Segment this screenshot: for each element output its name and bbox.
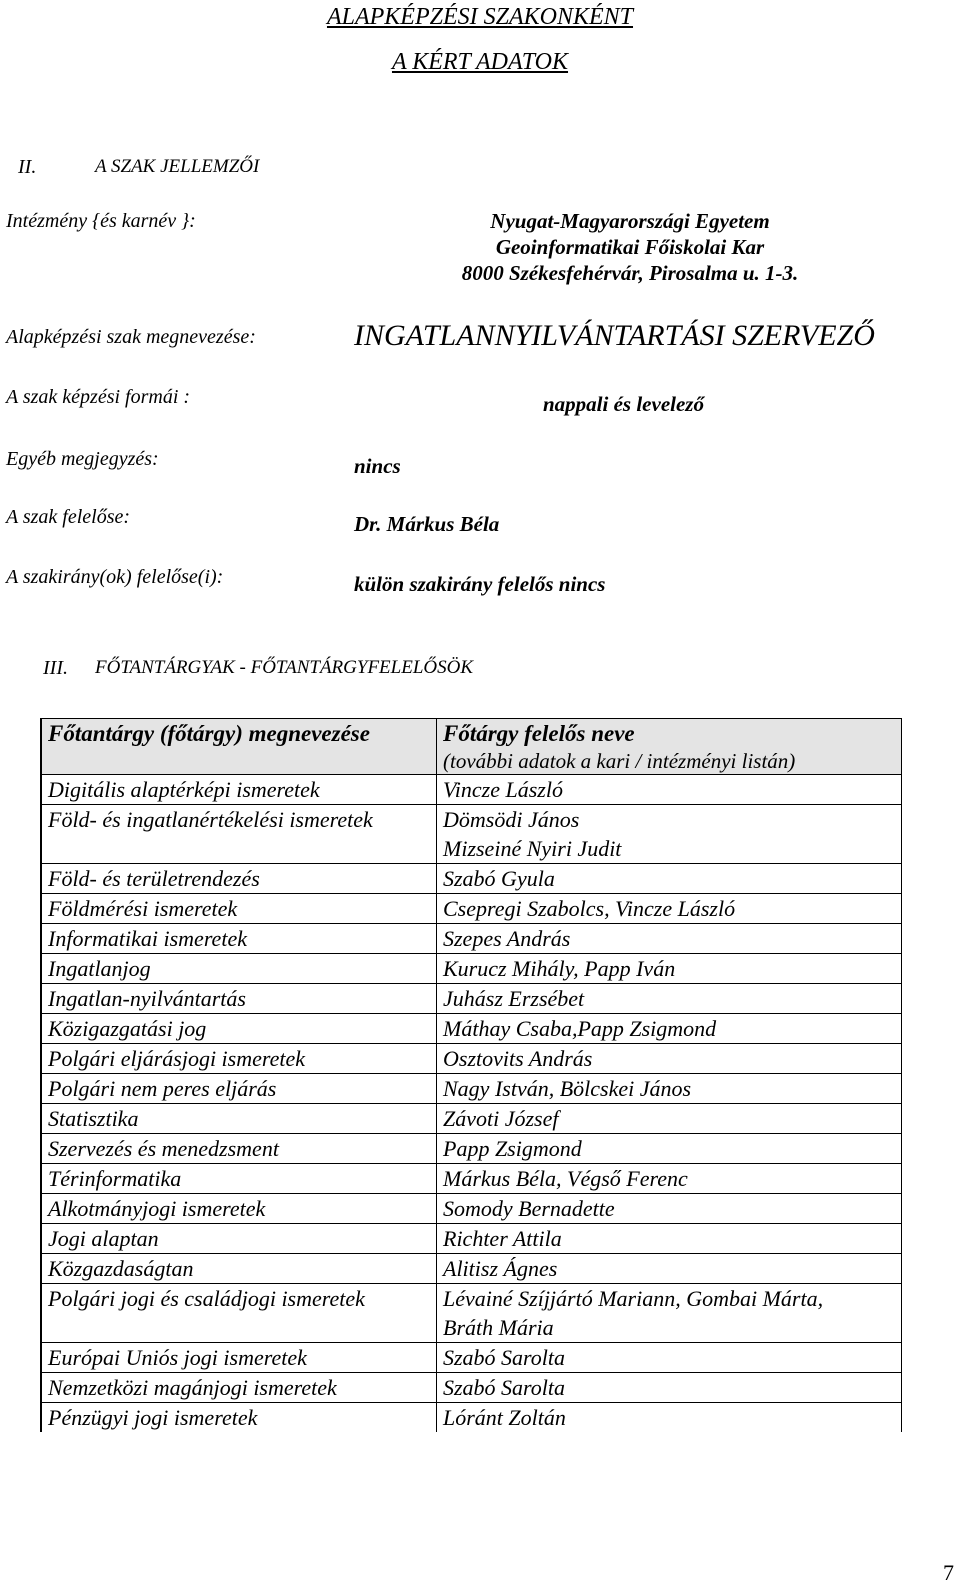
responsible-cell: Alitisz Ágnes	[437, 1254, 902, 1284]
institution-label: Intézmény {és karnév }:	[6, 210, 196, 232]
subject-cell: Nemzetközi magánjogi ismeretek	[41, 1373, 437, 1403]
notes-value: nincs	[354, 454, 401, 478]
table-row	[41, 1044, 902, 1074]
subject-cell: Szervezés és menedzsment	[41, 1134, 437, 1164]
responsible-cell: Závoti József	[437, 1104, 902, 1134]
table-row	[41, 775, 902, 805]
section3-heading: FŐTANTÁRGYAK - FŐTANTÁRGYFELELŐSÖK	[95, 657, 474, 678]
responsible-cell: Lóránt Zoltán	[437, 1403, 902, 1433]
table-row	[41, 1164, 902, 1194]
subject-cell: Földmérési ismeretek	[41, 894, 437, 924]
col2-subheader: (további adatok a kari / intézményi listán)	[443, 749, 796, 773]
forms-label: A szak képzési formái :	[6, 386, 191, 408]
table-row	[41, 1134, 902, 1164]
responsible-cell: Máthay Csaba,Papp Zsigmond	[437, 1014, 902, 1044]
subject-cell: Jogi alaptan	[41, 1224, 437, 1254]
subject-cell: Polgári jogi és családjogi ismeretek	[41, 1284, 437, 1343]
col1-header: Főtantárgy (főtárgy) megnevezése	[41, 719, 437, 775]
subject-cell: Statisztika	[41, 1104, 437, 1134]
institution-line2: Geoinformatikai Főiskolai Kar	[495, 235, 765, 259]
section2-heading: A SZAK JELLEMZŐI	[95, 156, 260, 177]
responsible-label: A szak felelőse:	[6, 506, 131, 528]
section2-number: II.	[18, 156, 37, 178]
responsible-cell: Márkus Béla, Végső Ferenc	[437, 1164, 902, 1194]
subject-cell: Közgazdaságtan	[41, 1254, 437, 1284]
table-row	[41, 894, 902, 924]
table-row	[41, 984, 902, 1014]
responsible-cell: Dömsödi János Mizseiné Nyiri Judit	[437, 805, 902, 864]
specialization-value: külön szakirány felelős nincs	[354, 572, 606, 596]
responsible-cell: Juhász Erzsébet	[437, 984, 902, 1014]
institution-line3: 8000 Székesfehérvár, Pirosalma u. 1-3.	[461, 261, 799, 285]
page-title-line1: ALAPKÉPZÉSI SZAKONKÉNT	[326, 4, 634, 30]
program-name-value: INGATLANNYILVÁNTARTÁSI SZERVEZŐ	[354, 319, 875, 352]
subject-cell: Informatikai ismeretek	[41, 924, 437, 954]
responsible-cell: Vincze László	[437, 775, 902, 805]
responsible-cell: Papp Zsigmond	[437, 1134, 902, 1164]
subject-cell: Ingatlanjog	[41, 954, 437, 984]
table-row	[41, 1194, 902, 1224]
table-row	[41, 1284, 902, 1343]
table-row	[41, 1224, 902, 1254]
table-row	[41, 1254, 902, 1284]
col2-header-cell	[437, 719, 902, 775]
responsible-value: Dr. Márkus Béla	[354, 512, 500, 536]
responsible-cell: Richter Attila	[437, 1224, 902, 1254]
subject-cell: Pénzügyi jogi ismeretek	[41, 1403, 437, 1433]
specialization-label: A szakirány(ok) felelőse(i):	[6, 566, 224, 588]
subject-cell: Polgári eljárásjogi ismeretek	[41, 1044, 437, 1074]
subjects-table	[40, 718, 902, 1432]
subject-cell: Föld- és ingatlanértékelési ismeretek	[41, 805, 437, 864]
subject-cell: Európai Uniós jogi ismeretek	[41, 1343, 437, 1373]
section3-number: III.	[43, 657, 68, 679]
subject-cell: Polgári nem peres eljárás	[41, 1074, 437, 1104]
table-row	[41, 924, 902, 954]
table-row	[41, 1343, 902, 1373]
table-row	[41, 1104, 902, 1134]
table-row	[41, 954, 902, 984]
subject-cell: Közigazgatási jog	[41, 1014, 437, 1044]
table-row	[41, 1074, 902, 1104]
responsible-cell: Somody Bernadette	[437, 1194, 902, 1224]
page-number: 7	[943, 1560, 954, 1585]
responsible-cell: Szabó Sarolta	[437, 1373, 902, 1403]
responsible-cell: Nagy István, Bölcskei János	[437, 1074, 902, 1104]
table-row	[41, 1373, 902, 1403]
institution-block	[400, 208, 860, 286]
subject-cell: Térinformatika	[41, 1164, 437, 1194]
table-row	[41, 1014, 902, 1044]
responsible-cell: Szepes András	[437, 924, 902, 954]
table-header-row	[41, 719, 902, 775]
subject-cell: Föld- és területrendezés	[41, 864, 437, 894]
forms-value: nappali és levelező	[543, 392, 704, 416]
responsible-cell: Csepregi Szabolcs, Vincze László	[437, 894, 902, 924]
institution-line1: Nyugat-Magyarországi Egyetem	[490, 209, 770, 233]
program-name-label: Alapképzési szak megnevezése:	[6, 326, 256, 348]
table-row	[41, 864, 902, 894]
responsible-cell: Osztovits András	[437, 1044, 902, 1074]
subject-cell: Ingatlan-nyilvántartás	[41, 984, 437, 1014]
responsible-cell: Lévainé Szíjjártó Mariann, Gombai Márta, Bráth Mária	[437, 1284, 902, 1343]
notes-label: Egyéb megjegyzés:	[6, 448, 159, 470]
responsible-cell: Szabó Sarolta	[437, 1343, 902, 1373]
table-row	[41, 805, 902, 864]
responsible-cell: Kurucz Mihály, Papp Iván	[437, 954, 902, 984]
table-row	[41, 1403, 902, 1433]
subject-cell: Digitális alaptérképi ismeretek	[41, 775, 437, 805]
page-title-line2: A KÉRT ADATOK	[391, 49, 569, 75]
subject-cell: Alkotmányjogi ismeretek	[41, 1194, 437, 1224]
responsible-cell: Szabó Gyula	[437, 864, 902, 894]
col2-header: Főtárgy felelős neve	[443, 721, 635, 746]
